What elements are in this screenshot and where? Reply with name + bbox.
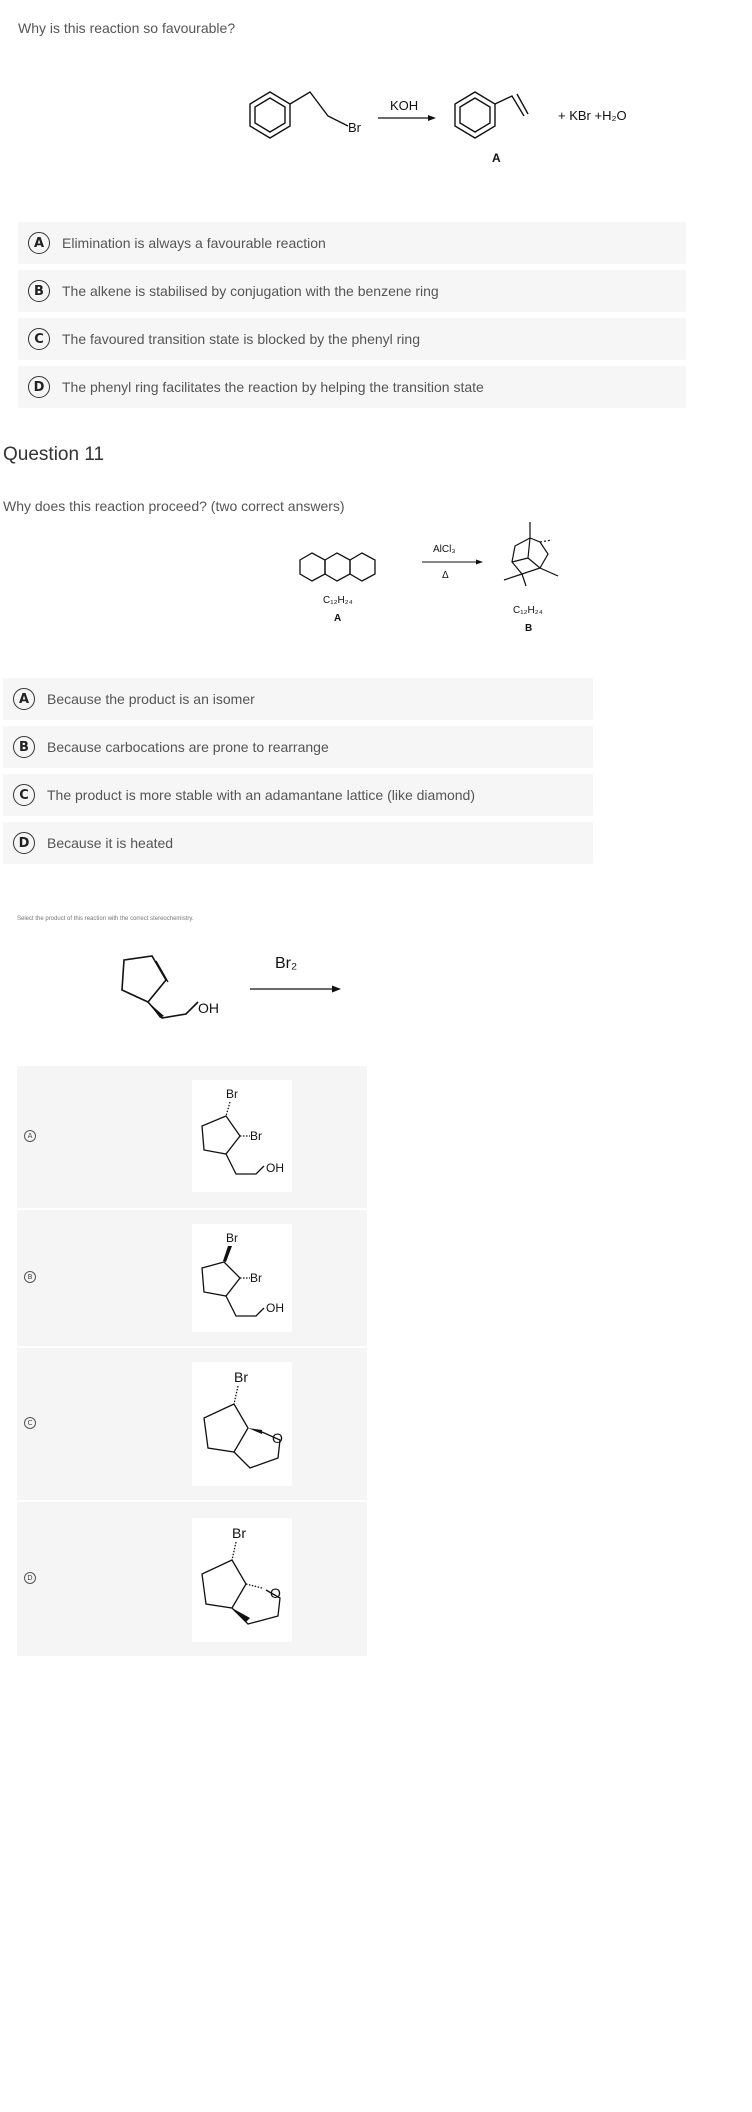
- option-badge: C: [28, 328, 50, 350]
- q11-option-a[interactable]: [3, 678, 593, 720]
- q11-reagent: AlCl₃: [433, 544, 456, 555]
- q12-option-b-badge[interactable]: B: [24, 1271, 36, 1283]
- q12-prompt: Select the product of this reaction with the correct stereochemistry.: [17, 916, 194, 922]
- q11-reactant-label: A: [334, 613, 342, 624]
- option-text: The product is more stable with an adamantane lattice (like diamond): [47, 787, 475, 803]
- q10-byproducts: + KBr +H₂O: [558, 108, 627, 123]
- q12-option-d-badge[interactable]: D: [24, 1572, 36, 1584]
- q11-reactant-formula: C₁₂H₂₄: [323, 595, 353, 606]
- q11-title: Question 11: [3, 444, 105, 465]
- br-label: Br: [226, 1231, 238, 1245]
- o-label: O: [270, 1585, 281, 1601]
- q10-product-label: A: [492, 151, 501, 165]
- q12-oh-label: OH: [198, 1000, 219, 1016]
- option-badge: D: [28, 376, 50, 398]
- q11-option-d[interactable]: [3, 822, 593, 864]
- q11-prompt: Why does this reaction proceed? (two correct answers): [3, 498, 345, 514]
- br-label: Br: [250, 1129, 262, 1143]
- benzene-ring: [250, 92, 290, 138]
- ethyl-chain: [290, 92, 348, 126]
- br-label: Br: [226, 1087, 238, 1101]
- q12-structure-c: [192, 1362, 292, 1486]
- option-text: The phenyl ring facilitates the reaction by helping the transition state: [62, 379, 484, 395]
- q12-option-c-badge[interactable]: C: [24, 1417, 36, 1429]
- q10-option-d[interactable]: [18, 366, 686, 408]
- q10-reagent: KOH: [390, 98, 419, 113]
- styrene-product: [455, 92, 528, 138]
- oh-label: OH: [266, 1161, 284, 1175]
- q12-option-a-badge[interactable]: A: [24, 1130, 36, 1142]
- q10-option-c[interactable]: [18, 318, 686, 360]
- br-label: Br: [250, 1271, 262, 1285]
- option-badge: A: [28, 232, 50, 254]
- q11-option-b[interactable]: [3, 726, 593, 768]
- q10-br-label: Br: [348, 120, 361, 135]
- option-badge: B: [13, 736, 35, 758]
- cyclopentene-reactant: [122, 956, 198, 1018]
- adamantane-product: [504, 522, 558, 586]
- tricyclic-reactant: [300, 553, 375, 581]
- o-label: O: [272, 1430, 283, 1446]
- br-label: Br: [234, 1369, 248, 1385]
- q12-structure-d: [192, 1518, 292, 1642]
- q12-reagent: Br₂: [275, 955, 298, 972]
- option-badge: C: [13, 784, 35, 806]
- q11-product-label: B: [525, 623, 533, 634]
- oh-label: OH: [266, 1301, 284, 1315]
- option-badge: B: [28, 280, 50, 302]
- q10-reaction-scheme: [230, 70, 670, 170]
- option-text: The favoured transition state is blocked by the phenyl ring: [62, 331, 420, 347]
- q12-structure-b: [192, 1224, 292, 1332]
- q12-reaction-scheme: [110, 940, 360, 1050]
- q11-condition: Δ: [442, 570, 449, 581]
- q10-prompt: Why is this reaction so favourable?: [18, 20, 236, 36]
- option-text: Because it is heated: [47, 835, 174, 851]
- option-badge: D: [13, 832, 35, 854]
- q12-structure-a: [192, 1080, 292, 1192]
- wedge-bond: [148, 1002, 164, 1018]
- br-label: Br: [232, 1525, 246, 1541]
- q11-option-c[interactable]: [3, 774, 593, 816]
- option-text: Elimination is always a favourable reaction: [62, 235, 326, 251]
- q10-option-b[interactable]: [18, 270, 686, 312]
- option-text: The alkene is stabilised by conjugation with the benzene ring: [62, 283, 439, 299]
- q11-product-formula: C₁₂H₂₄: [513, 605, 543, 616]
- q11-reaction-scheme: [290, 520, 590, 640]
- option-text: Because the product is an isomer: [47, 691, 255, 707]
- q10-option-a[interactable]: [18, 222, 686, 264]
- option-text: Because carbocations are prone to rearrange: [47, 739, 329, 755]
- option-badge: A: [13, 688, 35, 710]
